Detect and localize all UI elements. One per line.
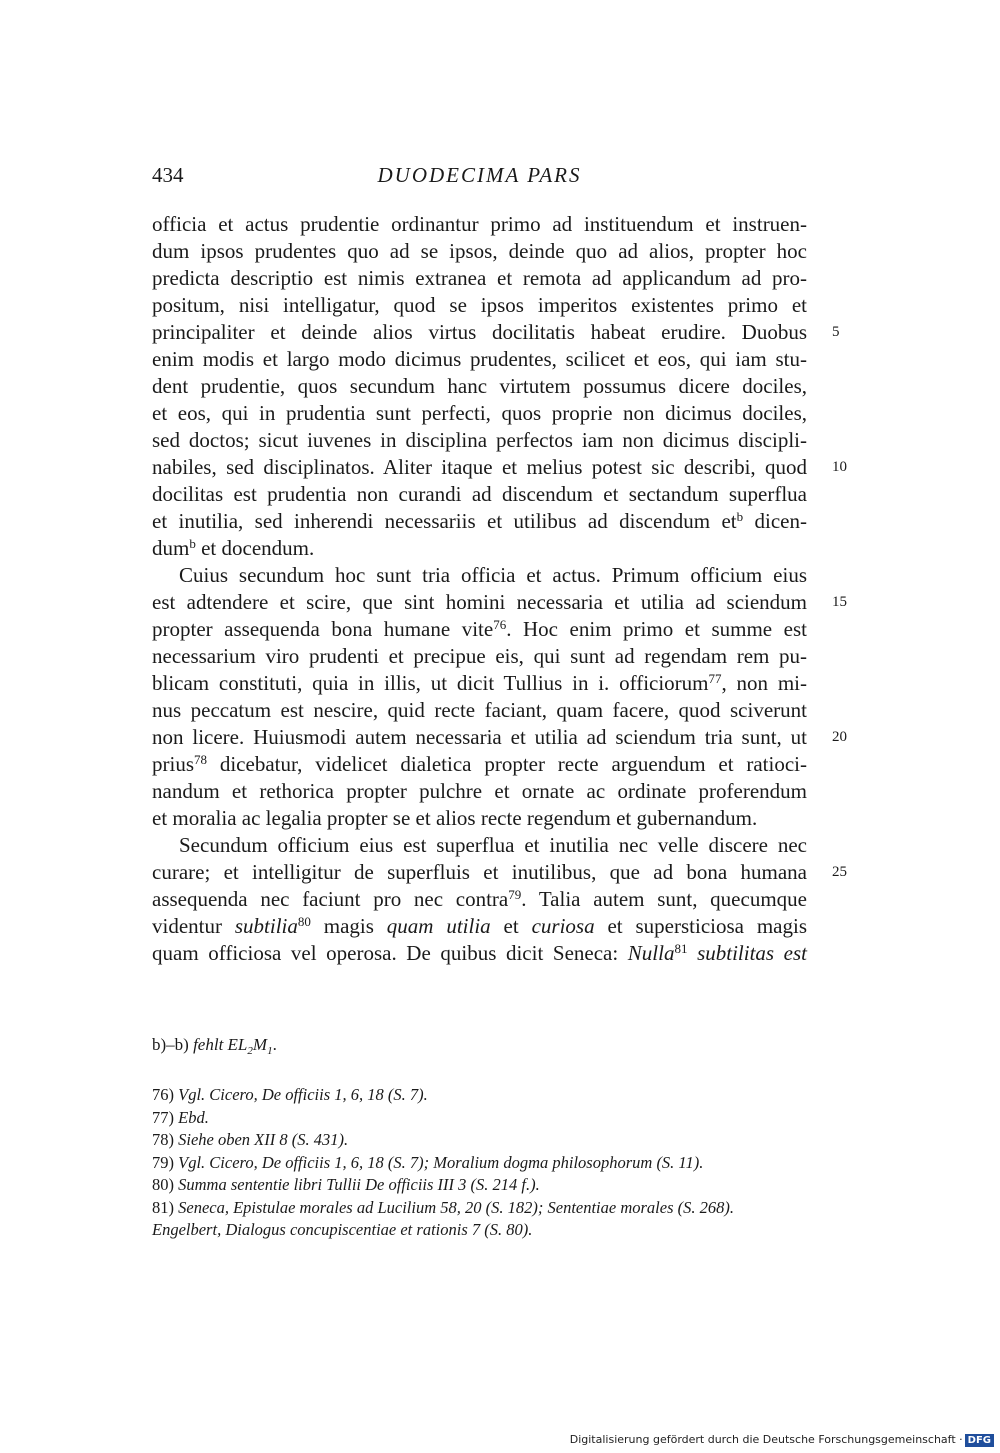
footnote-marker: 80 (297, 914, 311, 929)
text-line: dent prudentie, quos secundum hanc virtutem possumus dicere dociles, (152, 374, 807, 398)
running-title: DUODECIMA PARS (377, 163, 582, 187)
footnote: 77) Ebd. (152, 1107, 209, 1127)
text-line: officia et actus prudentie ordinantur primo ad instituendum et instruen- (152, 212, 807, 236)
line-number: 15 (832, 594, 847, 610)
text-line: assequenda nec faciunt pro nec contra$^{79}$. Talia autem sunt, quecumque (152, 887, 807, 911)
footnote-marker: 81 (674, 941, 688, 956)
text-line: Secundum officium eius est superflua et inutilia nec velle discere nec (179, 833, 807, 857)
text-line: sed doctos; sicut iuvenes in disciplina perfectos iam non dicimus discipli- (152, 428, 807, 452)
footnote-marker: 77 (708, 671, 722, 686)
footnote: 78) Siehe oben XII 8 (S. 431). (152, 1130, 349, 1149)
text-line: quam officiosa vel operosa. De quibus dicit Seneca: Nulla$^{81}$ subtilitas est (152, 941, 807, 965)
text-line: curare; et intelligitur de superfluis et inutilibus, que ad bona humana (152, 860, 807, 884)
digitization-credit: Digitalisierung gefördert durch die Deutsche Forschungsgemeinschaft · DFG (570, 1433, 994, 1447)
footnotes (152, 1084, 872, 1242)
line-number: 20 (832, 729, 847, 745)
apparatus-marker: b (736, 509, 744, 524)
footnote-marker: 78 (194, 752, 207, 767)
text-line: principaliter et deinde alios virtus docilitatis habeat erudire. Duobus (152, 320, 807, 344)
text-line: est adtendere et scire, que sint homini necessaria et utilia ad sciendum (152, 590, 807, 614)
text-line: nabiles, sed disciplinatos. Aliter itaque et melius potest sic describi, quod (152, 455, 807, 479)
text-line: enim modis et largo modo dicimus prudentes, scilicet et eos, qui iam stu- (152, 347, 807, 371)
footnote-marker: 79 (508, 887, 522, 902)
text-line: dum ipsos prudentes quo ad se ipsos, deinde quo ad alios, propter hoc (152, 239, 807, 263)
footnote: Engelbert, Dialogus concupiscentiae et rationis 7 (S. 80). (152, 1220, 533, 1239)
critical-apparatus: b)–b) fehlt $EL_2M_1$. (152, 1035, 277, 1057)
footnote: 80) Summa sententie libri Tullii De officiis III 3 (S. 214 f.). (152, 1175, 540, 1194)
footnote: 81) Seneca, Epistulae morales ad Lucilium 58, 20 (S. 182); Sententiae morales (S. 268). (152, 1197, 734, 1217)
page-number: 434 (152, 163, 184, 187)
text-line: et moralia ac legalia propter se et alios recte regendum et gubernandum. (152, 806, 758, 830)
text-line: nandum et rethorica propter pulchre et ornate ac ordinate proferendum (152, 779, 807, 803)
text-line: non licere. Huiusmodi autem necessaria et utilia ad sciendum tria sunt, ut (152, 725, 807, 749)
text-line: positum, nisi intelligatur, quod se ipsos imperitos existentes primo et (152, 293, 807, 317)
dfg-logo: DFG (965, 1434, 994, 1447)
footnote-marker: 76 (493, 617, 507, 632)
text-line: propter assequenda bona humane vite$^{76}$. Hoc enim primo et summe est (152, 617, 807, 641)
apparatus-marker: b (189, 536, 196, 551)
text-line: nus peccatum est nescire, quid recte faciant, quam facere, quod sciverunt (152, 698, 807, 722)
text-line: videntur subtilia$^{80}$ magis quam utilia et curiosa et supersticiosa magis (152, 914, 808, 938)
text-line: prius$^{78}$ dicebatur, videlicet dialetica propter recte arguendum et ratioci- (152, 752, 807, 776)
text-line: docilitas est prudentia non curandi ad discendum et sectandum superflua (152, 482, 807, 506)
text-line: necessarium viro prudenti et precipue eis, qui sunt ad regendam rem pu- (152, 644, 807, 668)
line-number: 5 (832, 324, 840, 340)
text-line: dum$^b$ et docendum. (152, 536, 315, 560)
footnote: 76) Vgl. Cicero, De officiis 1, 6, 18 (S. 7). (152, 1085, 428, 1104)
footnote: 79) Vgl. Cicero, De officiis 1, 6, 18 (S. 7); Moralium dogma philosophorum (S. 11). (152, 1152, 704, 1172)
main-text (152, 211, 807, 967)
text-line: predicta descriptio est nimis extranea et remota ad applicandum ad pro- (152, 266, 807, 290)
text-line: blicam constituti, quia in illis, ut dicit Tullius in i. officiorum$^{77}$, non mi- (152, 671, 807, 695)
text-line: Cuius secundum hoc sunt tria officia et actus. Primum officium eius (179, 563, 807, 587)
line-number: 10 (832, 459, 847, 475)
line-number: 25 (832, 864, 847, 880)
page-header (152, 163, 807, 193)
text-line: et eos, qui in prudentia sunt perfecti, quos proprie non dicimus dociles, (152, 401, 807, 425)
text-line: et inutilia, sed inherendi necessariis et utilibus ad discendum $et^b$ dicen- (152, 509, 807, 533)
